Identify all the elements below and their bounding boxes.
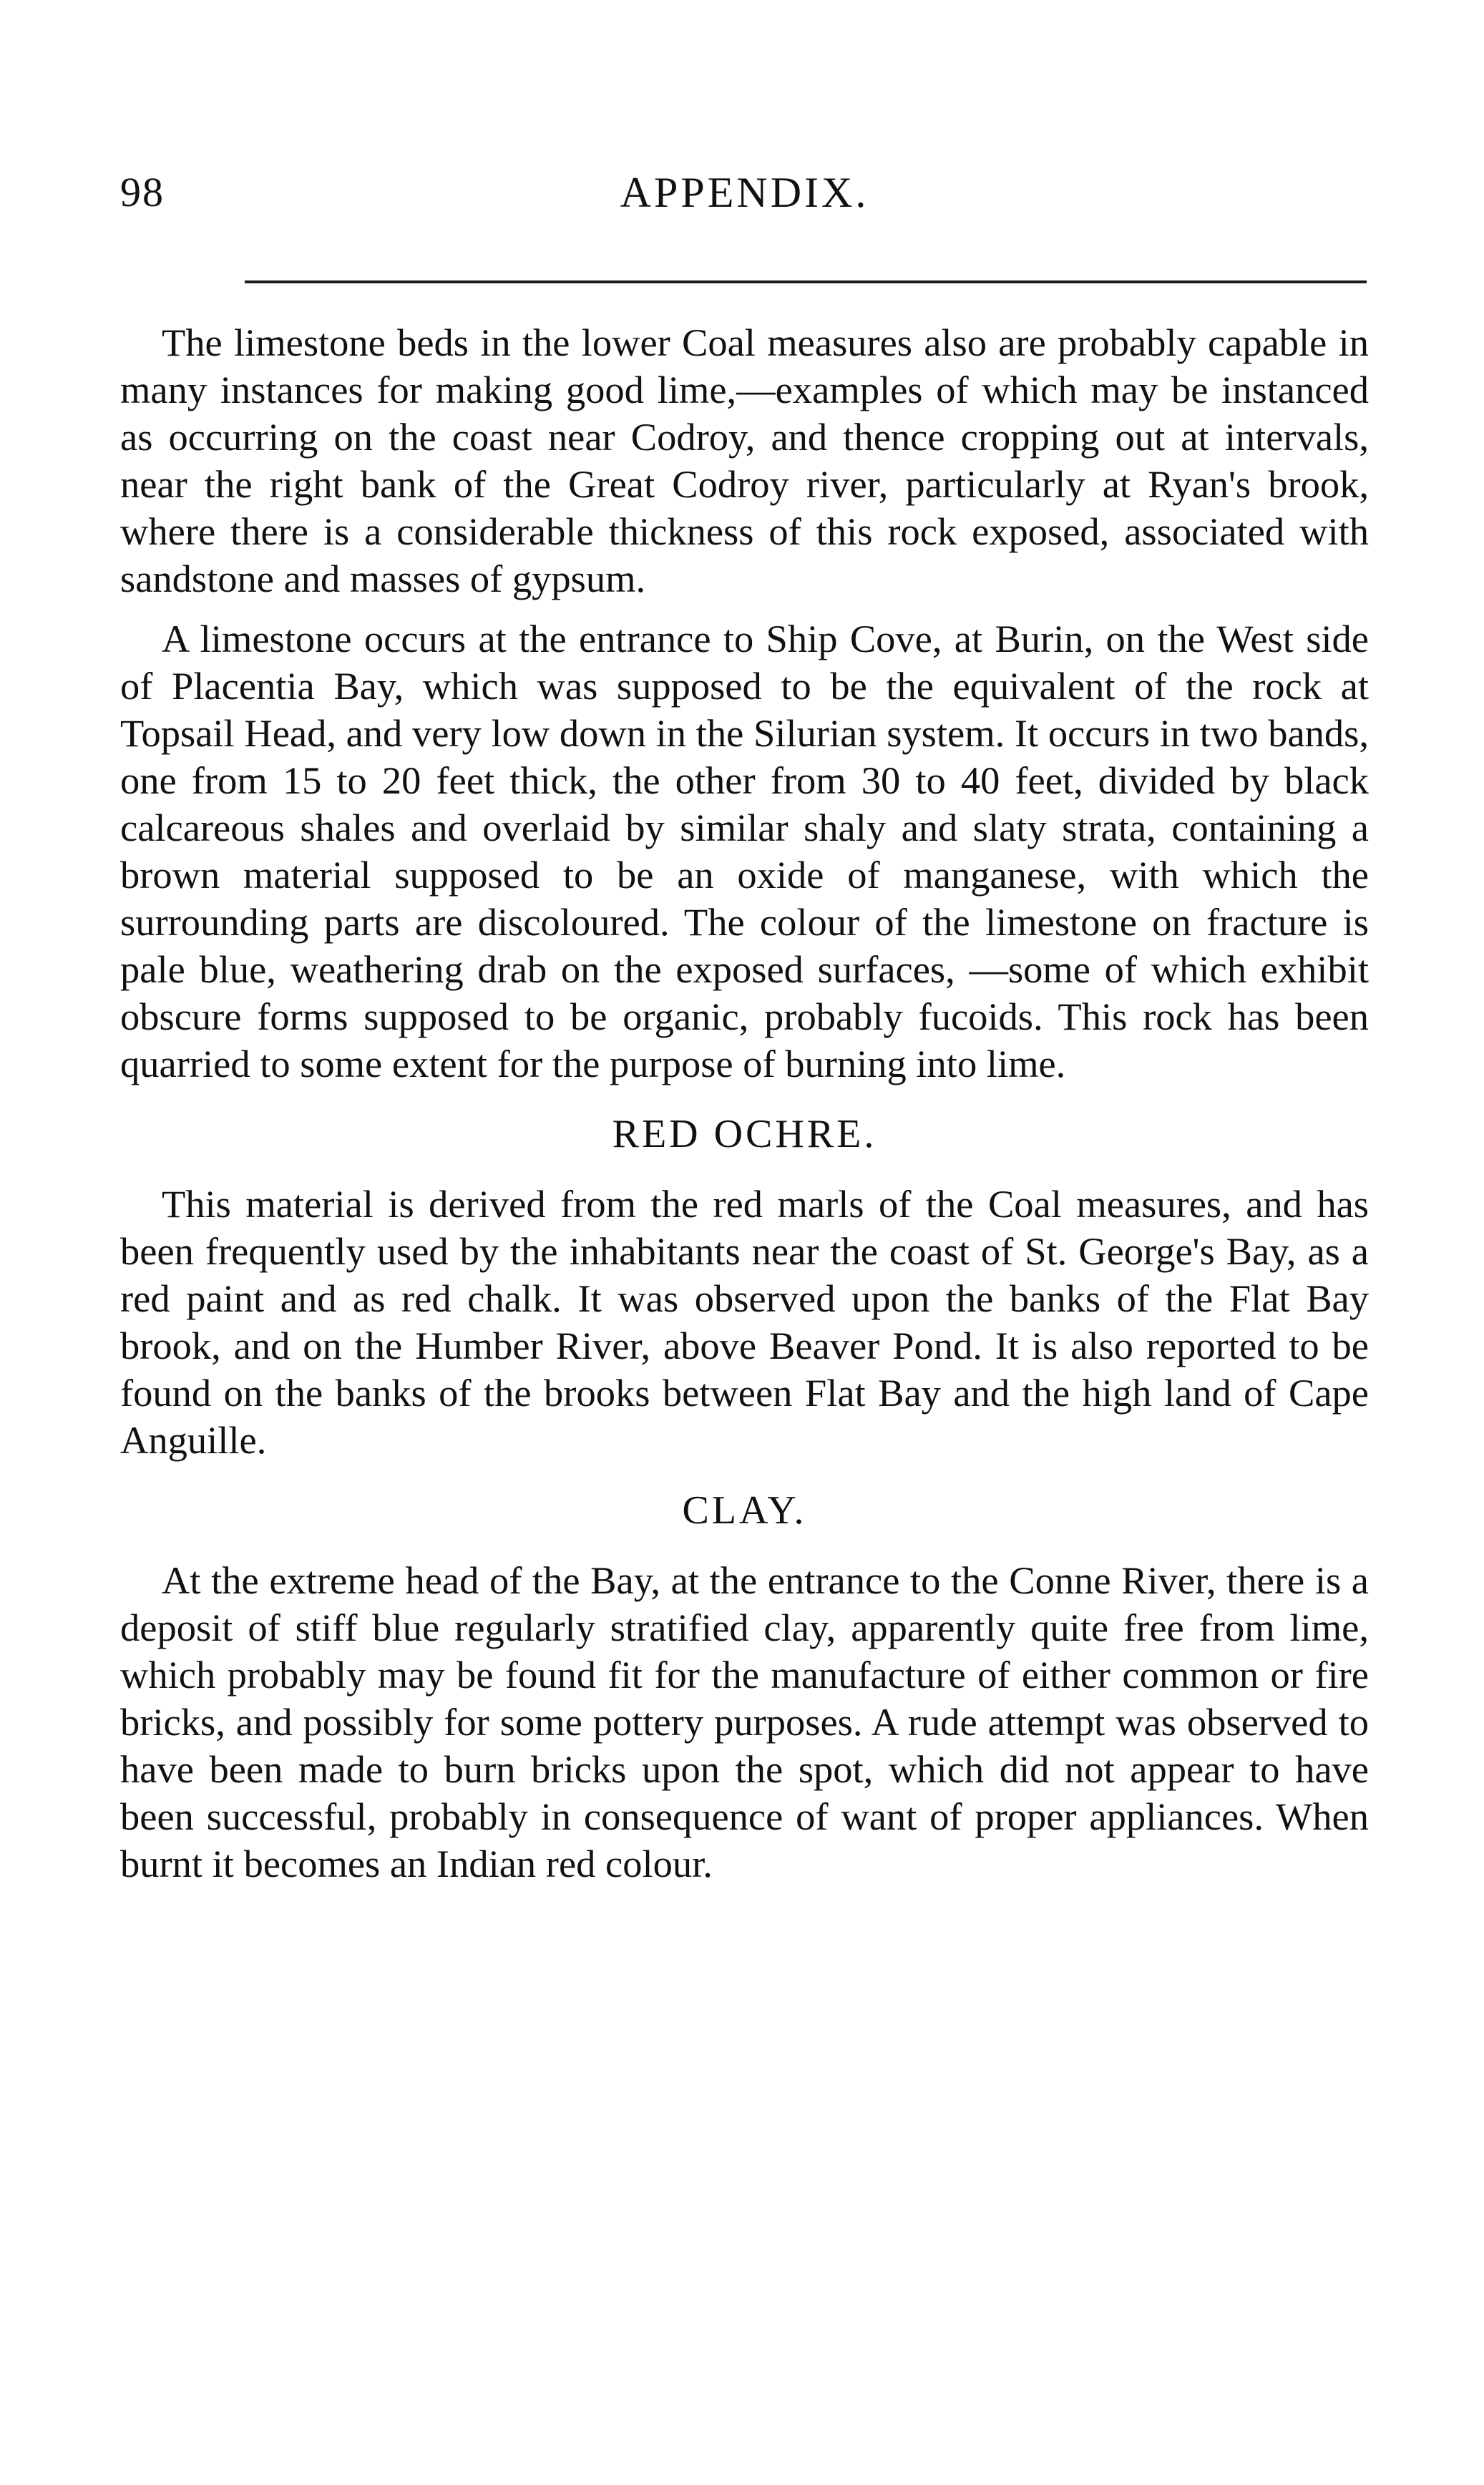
clay-paragraph: At the extreme head of the Bay, at the entrance to the Conne River, there is a deposit of stiff blue regularly stratified clay, apparently quite free from lime, which probably may be found fit for the manufacture of either common or fire bricks, and possibly for some pottery purposes. A rude attempt was observed to have been made to burn bricks upon the spot, which did not appear to have been successful, probably in consequence of want of proper appliances. When burnt it becomes an Indian red colour. xyxy=(120,1558,1369,1885)
page-header xyxy=(120,160,1369,225)
page-number: 98 xyxy=(120,169,165,215)
red-ochre-paragraph: This material is derived from the red marls of the Coal measures, and has been frequently used by the inhabitants near the coast of St. George's Bay, as a red paint and as red chalk. It was observed upon the banks of the Flat Bay brook, and on the Humber River, above Beaver Pond. It is also reported to be found on the banks of the brooks between Flat Bay and the high land of Cape Anguille. xyxy=(120,1182,1369,1462)
section-title-red-ochre: RED OCHRE. xyxy=(612,1112,877,1156)
section-title-clay: CLAY. xyxy=(682,1488,807,1533)
limestone-paragraph-1: The limestone beds in the lower Coal measures also are probably capable in many instances for making good lime,—examples of which may be instanced as occurring on the coast near Codroy, and thence cropping out at intervals, near the right bank of the Great Codroy river, particularly at Ryan's brook, where there is a considerable thickness of this rock exposed, associated with sandstone and masses of gypsum. xyxy=(120,321,1369,600)
limestone-paragraph-2: A limestone occurs at the entrance to Ship Cove, at Burin, on the West side of Placentia Bay, which was supposed to be the equivalent of the rock at Topsail Head, and very low down in the Silurian system. It occurs in two bands, one from 15 to 20 feet thick, the other from 30 to 40 feet, divided by black calcareous shales and overlaid by similar shaly and slaty strata, containing a brown material supposed to be an oxide of manganese, with which the surrounding parts are discoloured. The colour of the limestone on fracture is pale blue, weathering drab on the exposed surfaces, —some of which exhibit obscure forms supposed to be organic, probably fucoids. This rock has been quarried to some extent for the purpose of burning into lime. xyxy=(120,617,1369,1085)
running-head: APPENDIX. xyxy=(620,169,869,216)
header-rule xyxy=(245,280,1367,283)
page-body xyxy=(120,319,1369,1888)
